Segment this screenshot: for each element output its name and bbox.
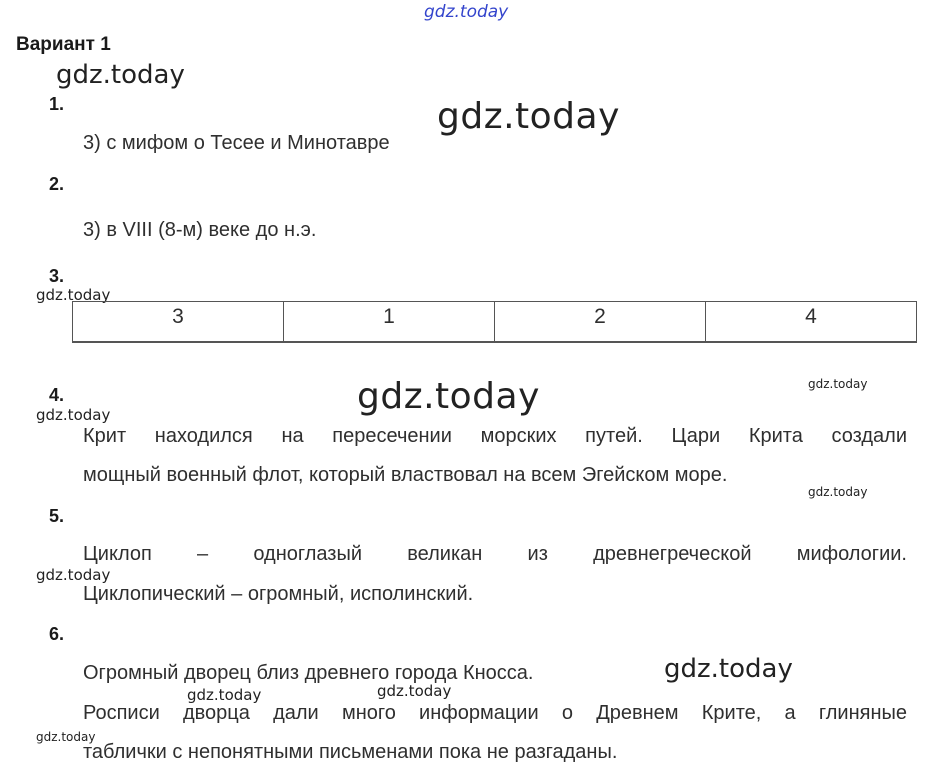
question-2-answer: 3) в VIII (8-м) веке до н.э. <box>83 219 317 241</box>
question-3-answer-table <box>72 301 917 343</box>
watermark-8: gdz.today <box>36 566 111 584</box>
watermark-10: gdz.today <box>187 686 262 704</box>
watermark-7: gdz.today <box>808 485 868 499</box>
question-5-number: 5. <box>49 506 65 526</box>
question-3-number: 3. <box>49 266 65 286</box>
question-4-number: 4. <box>49 385 65 405</box>
question-4-line-1: Крит находился на пересечении морских путей. Цари Крита создали <box>83 425 907 447</box>
watermark-3: gdz.today <box>36 286 111 304</box>
watermark-6: gdz.today <box>36 406 111 424</box>
question-6-number: 6. <box>49 624 65 644</box>
answer-cell-3: 2 <box>495 302 706 343</box>
answer-cell-2: 1 <box>284 302 495 343</box>
watermark-12: gdz.today <box>36 730 96 744</box>
answer-cell-1: 3 <box>73 302 284 343</box>
watermark-1: gdz.today <box>56 60 185 90</box>
question-6-line-2: Росписи дворца дали много информации о Древнем Крите, а глиняные <box>83 702 907 724</box>
question-2-number: 2. <box>49 174 65 194</box>
question-6-line-3: таблички с непонятными письменами пока не разгаданы. <box>83 741 618 763</box>
answer-cell-4: 4 <box>706 302 917 343</box>
watermark-11: gdz.today <box>377 682 452 700</box>
question-6-line-1: Огромный дворец близ древнего города Кносса. <box>83 662 534 684</box>
watermark-5: gdz.today <box>808 377 868 391</box>
question-5-line-2: Циклопический – огромный, исполинский. <box>83 583 474 605</box>
watermark-4: gdz.today <box>357 376 540 417</box>
watermark-9: gdz.today <box>664 654 793 684</box>
question-1-number: 1. <box>49 94 65 114</box>
question-4-line-2: мощный военный флот, который властвовал на всем Эгейском море. <box>83 464 728 486</box>
question-1-answer: 3) с мифом о Тесее и Минотавре <box>83 132 390 154</box>
watermark-top: gdz.today <box>424 2 509 22</box>
watermark-2: gdz.today <box>437 96 620 137</box>
variant-title: Вариант 1 <box>16 34 111 55</box>
question-5-line-1: Циклоп – одноглазый великан из древнегреческой мифологии. <box>83 543 907 565</box>
